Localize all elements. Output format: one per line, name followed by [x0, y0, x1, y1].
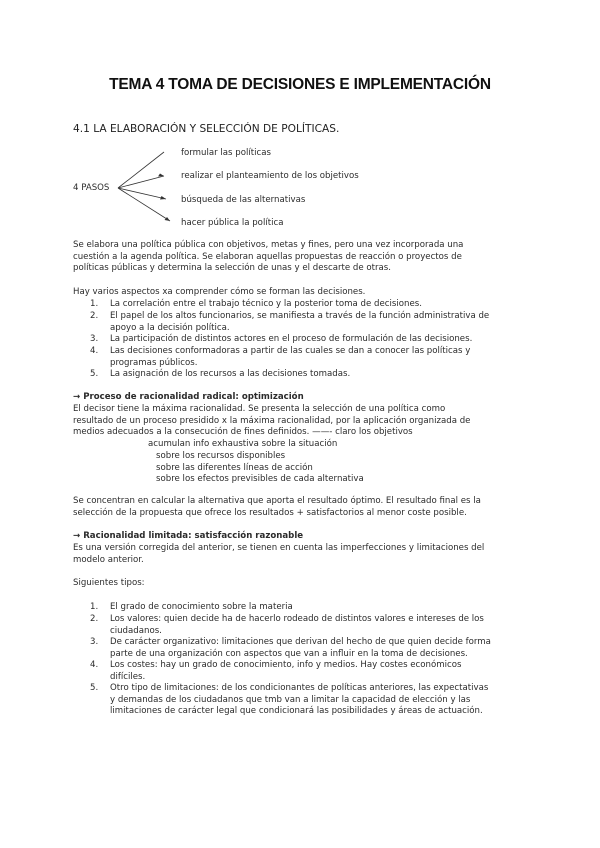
step-item: búsqueda de las alternativas [181, 195, 306, 205]
connector-line-3 [118, 188, 166, 199]
text-line: selección de la propuesta que ofrece los resultados + satisfactorios al menor coste posible. [73, 507, 467, 518]
list-text: El papel de los altos funcionarios, se manifiesta a través de la función administrativa de apoyo a la decisión política. [110, 311, 490, 333]
section-heading: 4.1 LA ELABORACIÓN Y SELECCIÓN DE POLÍTICAS. [73, 123, 340, 135]
list-number: 2. [90, 311, 99, 321]
intro-paragraph [73, 240, 528, 275]
text-line: Se elabora una política pública con objetivos, metas y fines, pero una vez incorporada una [73, 240, 464, 250]
radical-indent-line: sobre los efectos previsibles de cada alternativa [156, 474, 364, 484]
connector-line-2 [118, 176, 164, 188]
step-item: realizar el planteamiento de los objetivos [181, 171, 359, 181]
arrowhead-3 [160, 196, 166, 200]
list-text: Otro tipo de limitaciones: de los condicionantes de políticas anteriores, las expectativas y demandas de los ciudadanos que tmb van a limitar la capacidad de elección y las limitaciones de carácter legal que condicionará las posibilidades y áreas de actuación. [110, 683, 489, 717]
list-text: La correlación entre el trabajo técnico y la posterior toma de decisiones. [110, 299, 422, 309]
text-line: El decisor tiene la máxima racionalidad. Se presenta la selección de una política como [73, 404, 446, 414]
list-number: 5. [90, 683, 99, 693]
list-text: Las decisiones conformadoras a partir de las cuales se dan a conocer las políticas y programas públicos. [110, 346, 471, 368]
types-intro: Siguientes tipos: [73, 578, 145, 588]
radical-conclusion [73, 496, 528, 519]
list-text: Los valores: quien decide ha de hacerlo rodeado de distintos valores e intereses de los ciudadanos. [110, 614, 484, 636]
text-line: cuestión a la agenda política. Se elaboran aquellas propuestas de reacción o proyectos de [73, 251, 462, 262]
step-item: formular las políticas [181, 148, 271, 158]
text-line: Se concentran en calcular la alternativa que aporta el resultado óptimo. El resultado final es la [73, 496, 481, 506]
list-number: 1. [90, 299, 99, 309]
text-line: políticas públicas y determina la selección de unas y el descarte de otras. [73, 263, 391, 274]
list-number: 4. [90, 660, 99, 670]
radical-indent-line: sobre los recursos disponibles [156, 451, 286, 461]
list-number: 3. [90, 334, 99, 344]
list-number: 4. [90, 346, 99, 356]
list-number: 3. [90, 637, 99, 647]
list-text: Los costes: hay un grado de conocimiento, info y medios. Hay costes económicos difíciles. [110, 660, 462, 682]
limited-paragraph [73, 543, 528, 566]
list-text: La asignación de los recursos a las decisiones tomadas. [110, 369, 351, 379]
steps-label: 4 PASOS [73, 183, 110, 193]
list-number: 2. [90, 614, 99, 624]
limited-heading: → Racionalidad limitada: satisfacción razonable [73, 531, 304, 541]
arrowhead-2 [158, 174, 164, 177]
radical-paragraph [73, 404, 528, 439]
radical-indent-line: acumulan info exhaustiva sobre la situación [148, 439, 338, 449]
arrowhead-4 [165, 217, 171, 221]
text-line: Es una versión corregida del anterior, se tienen en cuenta las imperfecciones y limitaciones del [73, 543, 485, 553]
list-text: La participación de distintos actores en el proceso de formulación de las decisiones. [110, 334, 473, 344]
text-line: medios adecuados a la consecución de fines definidos. ——- claro los objetivos [73, 427, 413, 438]
text-line: modelo anterior. [73, 554, 144, 565]
list-text: De carácter organizativo: limitaciones que derivan del hecho de que quien decide forma parte de una organización con aspectos que van a influir en la toma de decisiones. [110, 637, 491, 659]
list-number: 5. [90, 369, 99, 379]
list-number: 1. [90, 602, 99, 612]
step-item: hacer pública la política [181, 218, 284, 228]
radical-indent-line: sobre las diferentes líneas de acción [156, 463, 313, 473]
list-text: El grado de conocimiento sobre la materia [110, 602, 293, 612]
connector-line-4 [118, 188, 170, 221]
text-line: resultado de un proceso presidido x la máxima racionalidad, por la aplicación organizada de [73, 415, 471, 426]
radical-heading: → Proceso de racionalidad radical: optimización [73, 392, 304, 402]
connector-line-1 [118, 152, 164, 188]
page-title: TEMA 4 TOMA DE DECISIONES E IMPLEMENTACIÓN [109, 76, 491, 93]
aspects-intro: Hay varios aspectos xa comprender cómo se forman las decisiones. [73, 287, 366, 297]
